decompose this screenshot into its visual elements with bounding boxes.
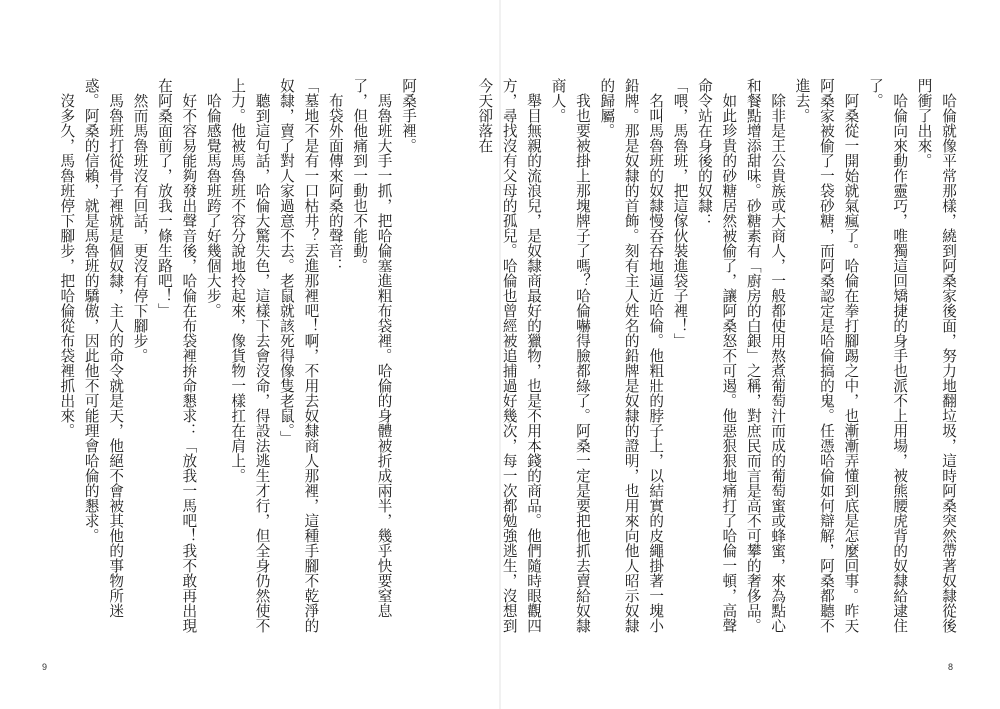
paragraph: 阿桑手裡。 xyxy=(400,78,417,153)
right-page-body xyxy=(476,78,960,644)
paragraph: 馬魯班大手一抓，把哈倫塞進粗布袋裡。哈倫的身體被折成兩半，幾乎快要窒息了，但他痛到一動也不能動。 xyxy=(351,78,393,618)
paragraph: 沒多久，馬魯班停下腳步，把哈倫從布袋裡抓出來。 xyxy=(58,78,76,438)
paragraph: 如此珍貴的砂糖居然被偷了，讓阿桑怒不可遏。他惡狠狠地痛打了哈倫一頓，高聲命令站在身後的奴隸： xyxy=(695,78,738,633)
paragraph: 除非是王公貴族或大商人，一般都使用熬煮葡萄汁而成的葡萄蜜或蜂蜜，來為點心和餐點增添甜味。砂糖素有「廚房的白銀」之稱，對庶民而言是高不可攀的奢侈品。 xyxy=(744,78,787,633)
paragraph: 「墓地不是有一口枯井？丟進那裡吧！啊，不用去奴隸商人那裡，這種手腳不乾淨的奴隸，賣了對人家過意不去。老鼠就該死得像隻老鼠。」 xyxy=(277,78,320,633)
paragraph: 然而馬魯班沒有回話，更沒有停下腳步。 xyxy=(131,78,149,363)
paragraph: 哈倫向來動作靈巧，唯獨這回矯捷的身手也派不上用場，被熊腰虎背的奴隸給逮住了。 xyxy=(866,78,909,633)
paragraph: 布袋外面傳來阿桑的聲音： xyxy=(326,78,344,273)
page-number-left: 9 xyxy=(42,662,48,672)
paragraph: 聽到這句話，哈倫大驚失色，這樣下去會沒命，得設法逃生才行，但全身仍然使不上力。他被馬魯班不容分說地拎起來，像貨物一樣扛在肩上。 xyxy=(229,78,271,633)
paragraph: 哈倫感覺馬魯班跨了好幾個大步。 xyxy=(204,78,222,318)
paragraph: 名叫馬魯班的奴隸慢吞吞地逼近哈倫。他粗壯的脖子上，以結實的皮繩掛著一塊小鉛牌。那是奴隸的首飾。刻有主人姓名的鉛牌是奴隸的證明，也用來向他人昭示奴隸的歸屬。 xyxy=(598,78,665,633)
paragraph: 我也要被掛上那塊牌子了嗎？哈倫嚇得臉都綠了。阿桑一定是要把他抓去賣給奴隸商人。 xyxy=(549,78,591,633)
paragraph: 哈倫就像平常那樣，繞到阿桑家後面，努力地翻垃圾，這時阿桑突然帶著奴隸從後門衝了出來。 xyxy=(915,78,957,633)
paragraph: 舉目無親的流浪兒，是奴隸商最好的獵物，也是不用本錢的商品。他們隨時眼觀四方，尋找沒有父母的孤兒。哈倫也曾經被追捕過好幾次，每一次都勉強逃生，沒想到今天卻落在 xyxy=(476,78,543,633)
paragraph: 「喂，馬魯班，把這傢伙裝進袋子裡！」 xyxy=(671,78,689,348)
right-page xyxy=(476,0,1000,709)
paragraph: 阿桑從一開始就氣瘋了。哈倫在拳打腳踢之中，也漸漸弄懂到底是怎麼回事。昨天阿桑家被偷了一袋砂糖，而阿桑認定是哈倫搞的鬼。任憑哈倫如何辯解，阿桑都聽不進去。 xyxy=(793,78,860,633)
paragraph: 馬魯班打從骨子裡就是個奴隸，主人的命令就是天，他絕不會被其他的事物所迷惑。阿桑的信賴，就是馬魯班的驕傲，因此他不可能理會哈倫的懇求。 xyxy=(82,78,125,618)
left-page-body xyxy=(58,78,420,644)
page-number-right: 8 xyxy=(948,662,954,672)
paragraph: 好不容易能夠發出聲音後，哈倫在布袋裡拚命懇求：「放我一馬吧！我不敢再出現在阿桑面前了，放我一條生路吧！」 xyxy=(155,78,198,633)
